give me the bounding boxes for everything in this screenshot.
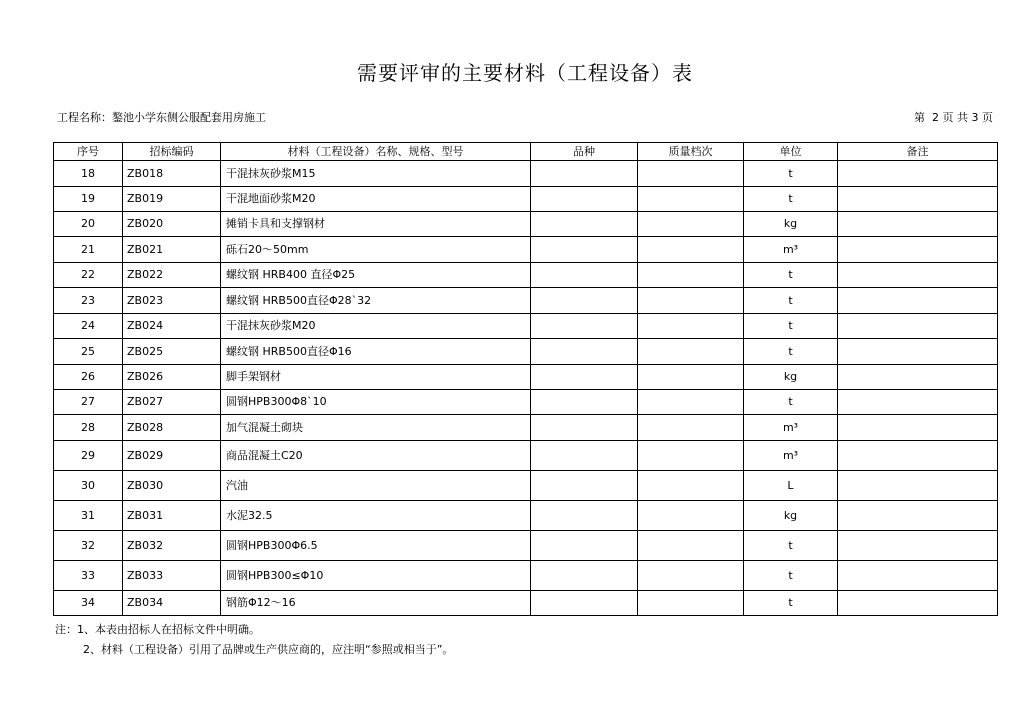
table-row bbox=[54, 263, 998, 288]
code-cell: ZB031 bbox=[123, 501, 221, 531]
quality-grade-cell bbox=[638, 339, 744, 365]
material-name-cell: 圆钢HPB300Φ8`10 bbox=[221, 390, 531, 415]
material-name-cell: 商品混凝土C20 bbox=[221, 441, 531, 471]
remarks-cell bbox=[838, 591, 998, 616]
quality-grade-cell bbox=[638, 471, 744, 501]
variety-cell bbox=[531, 471, 638, 501]
quality-grade-cell bbox=[638, 161, 744, 187]
variety-cell bbox=[531, 339, 638, 365]
quality-grade-cell bbox=[638, 288, 744, 314]
unit-cell: t bbox=[744, 187, 838, 212]
code-cell: ZB026 bbox=[123, 365, 221, 390]
code-cell: ZB034 bbox=[123, 591, 221, 616]
remarks-cell bbox=[838, 365, 998, 390]
header-seq: 序号 bbox=[54, 143, 123, 161]
code-cell: ZB018 bbox=[123, 161, 221, 187]
unit-cell: m³ bbox=[744, 237, 838, 263]
quality-grade-cell bbox=[638, 531, 744, 561]
remarks-cell bbox=[838, 212, 998, 237]
table-row bbox=[54, 237, 998, 263]
seq-cell: 33 bbox=[54, 561, 123, 591]
seq-cell: 23 bbox=[54, 288, 123, 314]
material-name-cell: 干混抹灰砂浆M15 bbox=[221, 161, 531, 187]
seq-cell: 34 bbox=[54, 591, 123, 616]
variety-cell bbox=[531, 501, 638, 531]
unit-cell: t bbox=[744, 288, 838, 314]
table-row bbox=[54, 288, 998, 314]
unit-cell: L bbox=[744, 471, 838, 501]
seq-cell: 32 bbox=[54, 531, 123, 561]
variety-cell bbox=[531, 288, 638, 314]
variety-cell bbox=[531, 212, 638, 237]
variety-cell bbox=[531, 441, 638, 471]
quality-grade-cell bbox=[638, 237, 744, 263]
quality-grade-cell bbox=[638, 501, 744, 531]
code-cell: ZB029 bbox=[123, 441, 221, 471]
project-name bbox=[57, 111, 266, 125]
table-row bbox=[54, 187, 998, 212]
seq-cell: 30 bbox=[54, 471, 123, 501]
header-material-name: 材料（工程设备）名称、规格、型号 bbox=[221, 143, 531, 161]
note-2: 2、材料（工程设备）引用了品牌或生产供应商的，应注明“参照或相当于”。 bbox=[83, 643, 454, 656]
remarks-cell bbox=[838, 161, 998, 187]
unit-cell: t bbox=[744, 561, 838, 591]
material-name-cell: 水泥32.5 bbox=[221, 501, 531, 531]
table-row bbox=[54, 471, 998, 501]
quality-grade-cell bbox=[638, 390, 744, 415]
header-quality-grade: 质量档次 bbox=[638, 143, 744, 161]
code-cell: ZB025 bbox=[123, 339, 221, 365]
variety-cell bbox=[531, 187, 638, 212]
seq-cell: 31 bbox=[54, 501, 123, 531]
material-name-cell: 干混抹灰砂浆M20 bbox=[221, 314, 531, 339]
code-cell: ZB019 bbox=[123, 187, 221, 212]
materials-table bbox=[53, 142, 998, 616]
quality-grade-cell bbox=[638, 187, 744, 212]
variety-cell bbox=[531, 263, 638, 288]
table-row bbox=[54, 591, 998, 616]
remarks-cell bbox=[838, 561, 998, 591]
unit-cell: t bbox=[744, 531, 838, 561]
table-row bbox=[54, 365, 998, 390]
table-row bbox=[54, 501, 998, 531]
seq-cell: 28 bbox=[54, 415, 123, 441]
code-cell: ZB023 bbox=[123, 288, 221, 314]
table-header-row bbox=[54, 143, 998, 161]
unit-cell: t bbox=[744, 263, 838, 288]
table-row bbox=[54, 441, 998, 471]
seq-cell: 22 bbox=[54, 263, 123, 288]
remarks-cell bbox=[838, 187, 998, 212]
seq-cell: 21 bbox=[54, 237, 123, 263]
material-name-cell: 汽油 bbox=[221, 471, 531, 501]
unit-cell: m³ bbox=[744, 415, 838, 441]
header-remarks: 备注 bbox=[838, 143, 998, 161]
variety-cell bbox=[531, 531, 638, 561]
material-name-cell: 圆钢HPB300≤Φ10 bbox=[221, 561, 531, 591]
header-variety: 品种 bbox=[531, 143, 638, 161]
remarks-cell bbox=[838, 390, 998, 415]
quality-grade-cell bbox=[638, 263, 744, 288]
material-name-cell: 螺纹钢 HRB500直径Φ28`32 bbox=[221, 288, 531, 314]
unit-cell: t bbox=[744, 314, 838, 339]
quality-grade-cell bbox=[638, 591, 744, 616]
table-body bbox=[54, 161, 998, 616]
remarks-cell bbox=[838, 415, 998, 441]
quality-grade-cell bbox=[638, 212, 744, 237]
table-row bbox=[54, 531, 998, 561]
remarks-cell bbox=[838, 471, 998, 501]
header-unit: 单位 bbox=[744, 143, 838, 161]
variety-cell bbox=[531, 161, 638, 187]
quality-grade-cell bbox=[638, 365, 744, 390]
material-name-cell: 圆钢HPB300Φ6.5 bbox=[221, 531, 531, 561]
quality-grade-cell bbox=[638, 314, 744, 339]
page-title: 需要评审的主要材料（工程设备）表 bbox=[357, 61, 693, 85]
code-cell: ZB032 bbox=[123, 531, 221, 561]
seq-cell: 18 bbox=[54, 161, 123, 187]
code-cell: ZB033 bbox=[123, 561, 221, 591]
unit-cell: kg bbox=[744, 212, 838, 237]
unit-cell: kg bbox=[744, 365, 838, 390]
material-name-cell: 砾石20～50mm bbox=[221, 237, 531, 263]
unit-cell: t bbox=[744, 339, 838, 365]
seq-cell: 25 bbox=[54, 339, 123, 365]
seq-cell: 19 bbox=[54, 187, 123, 212]
code-cell: ZB024 bbox=[123, 314, 221, 339]
page-number: 第 2 页 共 3 页 bbox=[914, 111, 993, 124]
note-1: 注：1、本表由招标人在招标文件中明确。 bbox=[55, 623, 260, 636]
material-name-cell: 加气混凝土砌块 bbox=[221, 415, 531, 441]
unit-cell: m³ bbox=[744, 441, 838, 471]
code-cell: ZB020 bbox=[123, 212, 221, 237]
table-row bbox=[54, 390, 998, 415]
table-row bbox=[54, 314, 998, 339]
remarks-cell bbox=[838, 263, 998, 288]
table-row bbox=[54, 161, 998, 187]
unit-cell: t bbox=[744, 161, 838, 187]
material-name-cell: 干混地面砂浆M20 bbox=[221, 187, 531, 212]
code-cell: ZB027 bbox=[123, 390, 221, 415]
code-cell: ZB030 bbox=[123, 471, 221, 501]
project-value: 鏊池小学东侧公服配套用房施工 bbox=[112, 111, 266, 124]
code-cell: ZB022 bbox=[123, 263, 221, 288]
variety-cell bbox=[531, 415, 638, 441]
header-code: 招标编码 bbox=[123, 143, 221, 161]
table-row bbox=[54, 339, 998, 365]
unit-cell: t bbox=[744, 591, 838, 616]
seq-cell: 24 bbox=[54, 314, 123, 339]
unit-cell: t bbox=[744, 390, 838, 415]
table-row bbox=[54, 212, 998, 237]
material-name-cell: 螺纹钢 HRB400 直径Φ25 bbox=[221, 263, 531, 288]
table-row bbox=[54, 561, 998, 591]
table-row bbox=[54, 415, 998, 441]
quality-grade-cell bbox=[638, 415, 744, 441]
remarks-cell bbox=[838, 441, 998, 471]
remarks-cell bbox=[838, 288, 998, 314]
material-name-cell: 摊销卡具和支撑钢材 bbox=[221, 212, 531, 237]
seq-cell: 29 bbox=[54, 441, 123, 471]
remarks-cell bbox=[838, 501, 998, 531]
seq-cell: 26 bbox=[54, 365, 123, 390]
remarks-cell bbox=[838, 531, 998, 561]
variety-cell bbox=[531, 314, 638, 339]
variety-cell bbox=[531, 237, 638, 263]
seq-cell: 20 bbox=[54, 212, 123, 237]
material-name-cell: 螺纹钢 HRB500直径Φ16 bbox=[221, 339, 531, 365]
seq-cell: 27 bbox=[54, 390, 123, 415]
remarks-cell bbox=[838, 314, 998, 339]
notes bbox=[55, 623, 453, 657]
quality-grade-cell bbox=[638, 561, 744, 591]
code-cell: ZB021 bbox=[123, 237, 221, 263]
quality-grade-cell bbox=[638, 441, 744, 471]
variety-cell bbox=[531, 365, 638, 390]
material-name-cell: 钢筋Φ12～16 bbox=[221, 591, 531, 616]
variety-cell bbox=[531, 561, 638, 591]
remarks-cell bbox=[838, 339, 998, 365]
remarks-cell bbox=[838, 237, 998, 263]
variety-cell bbox=[531, 390, 638, 415]
project-label: 工程名称： bbox=[57, 111, 112, 124]
material-name-cell: 脚手架钢材 bbox=[221, 365, 531, 390]
unit-cell: kg bbox=[744, 501, 838, 531]
code-cell: ZB028 bbox=[123, 415, 221, 441]
variety-cell bbox=[531, 591, 638, 616]
